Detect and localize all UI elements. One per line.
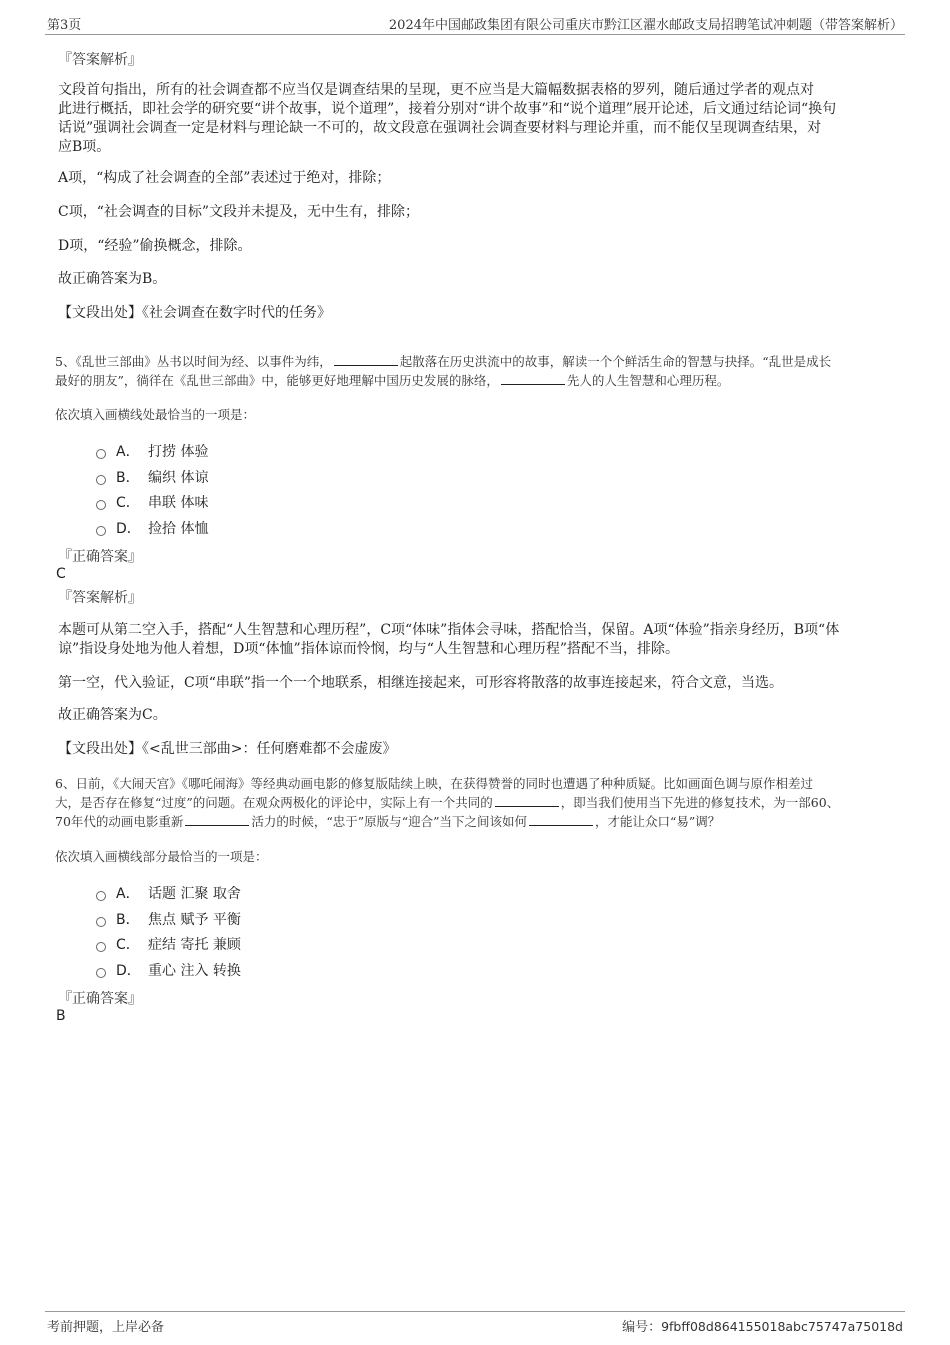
- fill-blank: [495, 794, 559, 807]
- question-line: 70年代的动画电影重新 活力的时候，“忠于”原版与“迎合”当下之间该如何 ，才能让众口“易”调？: [55, 814, 721, 829]
- radio-icon[interactable]: [96, 891, 106, 901]
- analysis-text: [58, 621, 903, 659]
- analysis-label: 『答案解析』: [58, 590, 142, 606]
- question-line: 6、日前，《大闹天宫》《哪吒闹海》等经典动画电影的修复版陆续上映，在获得赞誉的同时也遭遇了种种质疑。比如画面色调与原作相差过: [55, 776, 813, 791]
- radio-icon[interactable]: [96, 449, 106, 459]
- analysis-line: 话说”强调社会调查一定是材料与理论缺一不可的，故文段意在强调社会调查要材料与理论并重，而不能仅呈现调查结果，对: [58, 120, 822, 136]
- radio-icon[interactable]: [96, 917, 106, 927]
- option-a[interactable]: A． 打捞 体验: [96, 440, 208, 462]
- analysis-text-2: 第一空，代入验证，C项“串联”指一个一个地联系，相继连接起来，可形容将散落的故事连接起来，符合文意，当选。: [58, 675, 784, 691]
- correct-answer-label: 『正确答案』: [58, 549, 142, 565]
- radio-icon[interactable]: [96, 475, 106, 485]
- question-6-instruction: 依次填入画横线部分最恰当的一项是：: [55, 849, 268, 864]
- option-b[interactable]: B． 焦点 赋予 平衡: [96, 908, 241, 930]
- radio-icon[interactable]: [96, 526, 106, 536]
- source-citation: 【文段出处】《社会调查在数字时代的任务》: [58, 305, 331, 321]
- fill-blank: [501, 372, 565, 385]
- analysis-text: [58, 81, 898, 157]
- question-line: 大，是否存在修复“过度”的问题。在观众两极化的评论中，实际上有一个共同的 ，即当我们使用当下先进的修复技术，为一部60、: [55, 795, 840, 810]
- correct-answer-label: 『正确答案』: [58, 991, 142, 1007]
- code-value: 9fbff08d864155018abc75747a75018d: [661, 1319, 903, 1334]
- question-5-stem: [55, 352, 905, 390]
- question-6-options: [96, 882, 241, 981]
- code-label: 编号：: [622, 1320, 662, 1335]
- analysis-line: 应B项。: [58, 139, 111, 155]
- option-d[interactable]: D． 捡拾 体恤: [96, 517, 208, 539]
- correct-answer: B: [56, 1008, 66, 1024]
- footer-slogan: 考前押题，上岸必备: [47, 1320, 165, 1335]
- correct-answer: C: [56, 566, 66, 582]
- page-header: [45, 12, 905, 35]
- fill-blank: [334, 353, 398, 366]
- analysis-line: 谅”指设身处地为他人着想，D项“体恤”指体谅而怜悯，均与“人生智慧和心理历程”搭配不当，排除。: [58, 641, 680, 657]
- conclusion: 故正确答案为B。: [58, 271, 167, 287]
- analysis-line: 文段首句指出，所有的社会调查都不应当仅是调查结果的呈现，更不应当是大篇幅数据表格的罗列，随后通过学者的观点对: [58, 82, 814, 98]
- fill-blank: [529, 813, 593, 826]
- option-d[interactable]: D． 重心 注入 转换: [96, 959, 241, 981]
- note-option-c: C项，“社会调查的目标”文段并未提及，无中生有，排除；: [58, 204, 420, 220]
- note-option-a: A项，“构成了社会调查的全部”表述过于绝对，排除；: [58, 170, 391, 186]
- document-code: [622, 1316, 903, 1335]
- question-6-stem: [55, 774, 915, 831]
- radio-icon[interactable]: [96, 942, 106, 952]
- note-option-d: D项，“经验”偷换概念，排除。: [58, 238, 252, 254]
- question-5-options: [96, 440, 208, 539]
- option-a[interactable]: A． 话题 汇聚 取舍: [96, 882, 241, 904]
- option-c[interactable]: C． 串联 体味: [96, 491, 208, 513]
- page-number: 第3页: [47, 18, 82, 33]
- page-footer: [45, 1311, 905, 1338]
- question-line: 5、《乱世三部曲》丛书以时间为经、以事件为纬， 起散落在历史洪流中的故事，解读一个个鲜活生命的智慧与抉择。“乱世是成长: [55, 354, 832, 369]
- option-c[interactable]: C． 症结 寄托 兼顾: [96, 933, 241, 955]
- analysis-line: 本题可从第二空入手，搭配“人生智慧和心理历程”，C项“体味”指体会寻味，搭配恰当，保留。A项“体验”指亲身经历，B项“体: [58, 622, 840, 638]
- source-citation: 【文段出处】《<乱世三部曲>：任何磨难都不会虚废》: [58, 741, 397, 757]
- analysis-line: 此进行概括，即社会学的研究要“讲个故事，说个道理”，接着分别对“讲个故事”和“说个道理”展开论述，后文通过结论词“换句: [58, 101, 837, 117]
- option-b[interactable]: B． 编织 体谅: [96, 466, 208, 488]
- document-title: 2024年中国邮政集团有限公司重庆市黔江区濯水邮政支局招聘笔试冲刺题（带答案解析）: [388, 18, 903, 33]
- question-line: 最好的朋友”，徜徉在《乱世三部曲》中，能够更好地理解中国历史发展的脉络， 先人的人生智慧和心理历程。: [55, 373, 730, 388]
- question-5-instruction: 依次填入画横线处最恰当的一项是：: [55, 407, 256, 422]
- fill-blank: [185, 813, 249, 826]
- radio-icon[interactable]: [96, 500, 106, 510]
- conclusion: 故正确答案为C。: [58, 707, 167, 723]
- analysis-label: 『答案解析』: [58, 52, 142, 68]
- radio-icon[interactable]: [96, 968, 106, 978]
